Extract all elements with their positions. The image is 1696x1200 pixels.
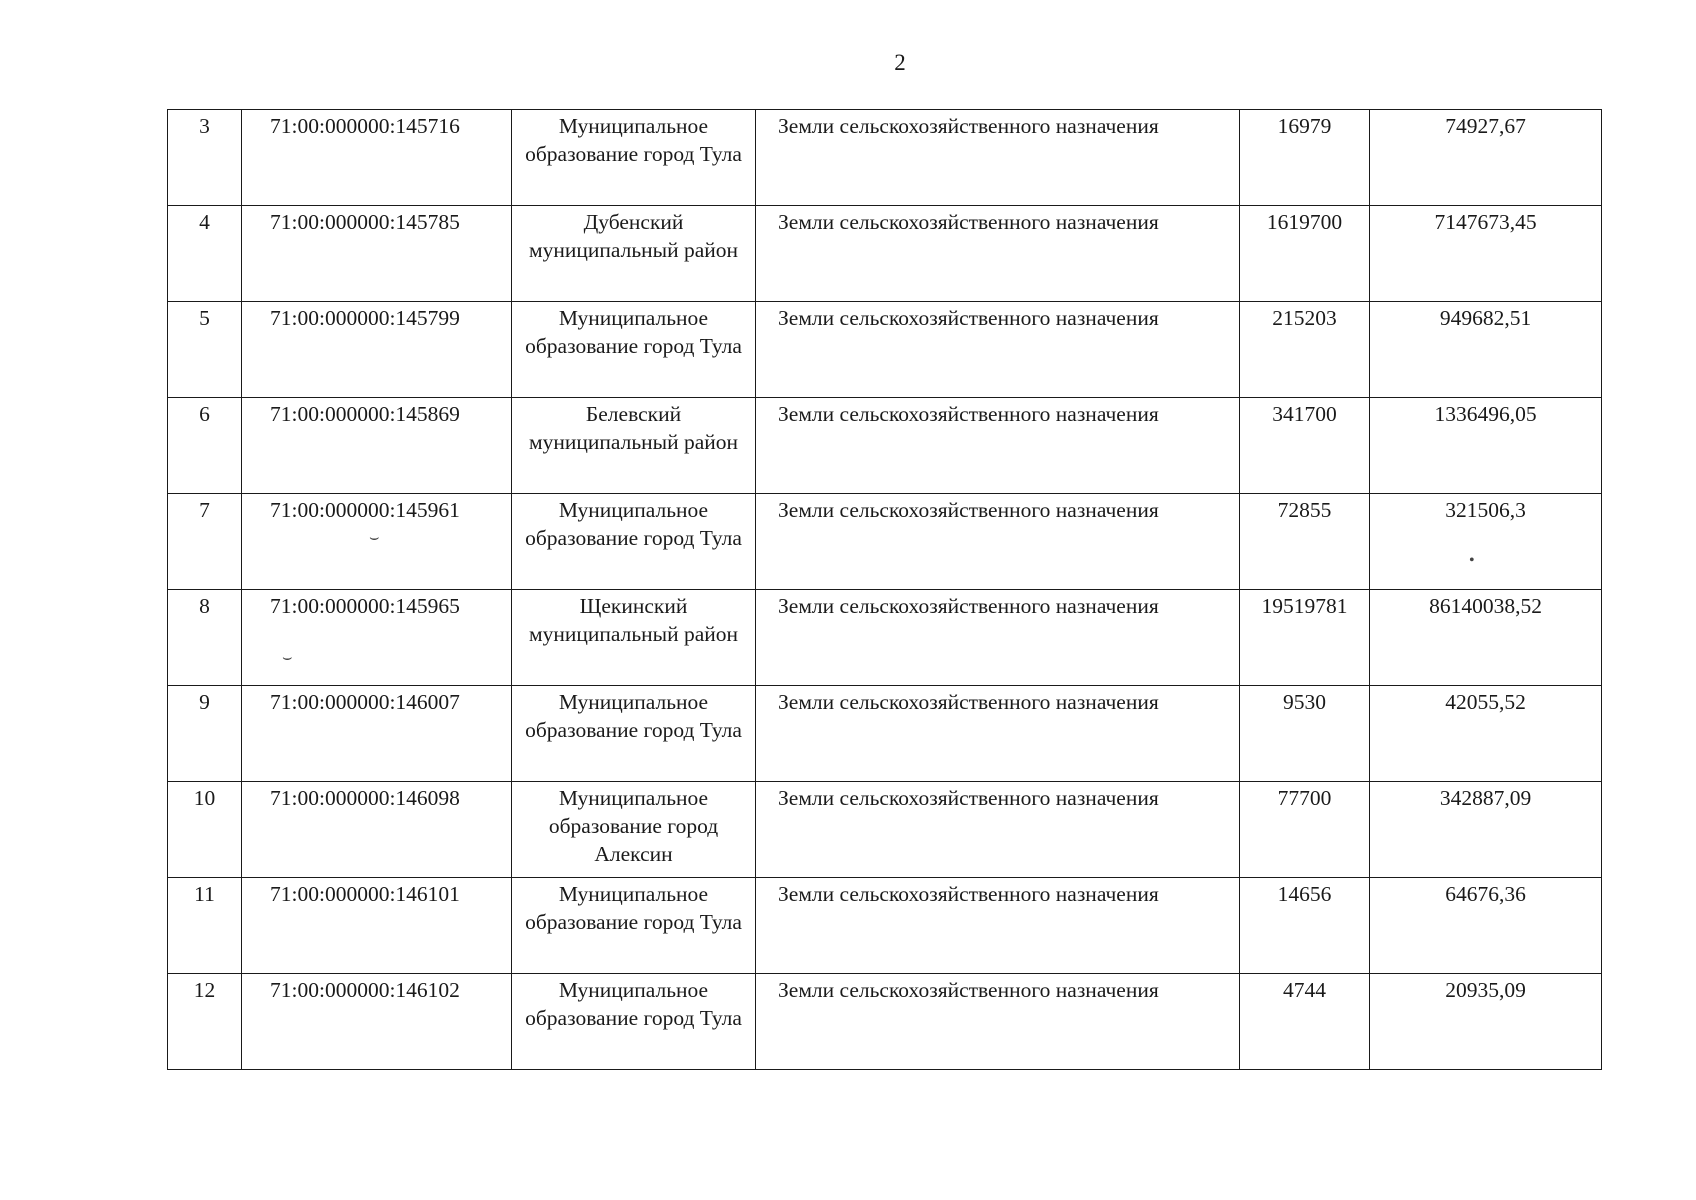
table-row bbox=[168, 782, 1602, 878]
table-row bbox=[168, 974, 1602, 1070]
parcel-area: 215203 bbox=[1240, 302, 1370, 398]
row-number: 8 bbox=[168, 590, 242, 686]
owner-municipality: Щекинский муниципальный район bbox=[512, 590, 756, 686]
land-category: Земли сельскохозяйственного назначения bbox=[756, 494, 1240, 590]
table-row bbox=[168, 590, 1602, 686]
parcel-area: 1619700 bbox=[1240, 206, 1370, 302]
land-category: Земли сельскохозяйственного назначения bbox=[756, 878, 1240, 974]
land-parcels-table bbox=[167, 109, 1602, 1070]
owner-municipality: Муниципальное образование город Тула bbox=[512, 974, 756, 1070]
cadastral-number: 71:00:000000:145965 bbox=[242, 590, 512, 686]
parcel-area: 16979 bbox=[1240, 110, 1370, 206]
cadastral-value: 949682,51 bbox=[1370, 302, 1602, 398]
cadastral-value: 7147673,45 bbox=[1370, 206, 1602, 302]
land-category: Земли сельскохозяйственного назначения bbox=[756, 590, 1240, 686]
parcel-area: 72855 bbox=[1240, 494, 1370, 590]
table-row bbox=[168, 494, 1602, 590]
land-category: Земли сельскохозяйственного назначения bbox=[756, 110, 1240, 206]
cadastral-value: 321506,3 bbox=[1370, 494, 1602, 590]
table-body bbox=[168, 110, 1602, 1070]
owner-municipality: Белевский муниципальный район bbox=[512, 398, 756, 494]
cadastral-number: 71:00:000000:145785 bbox=[242, 206, 512, 302]
table-row bbox=[168, 302, 1602, 398]
scan-speck: • bbox=[1469, 552, 1475, 569]
cadastral-number: 71:00:000000:146101 bbox=[242, 878, 512, 974]
scan-speck: ⌣ bbox=[369, 529, 380, 546]
row-number: 5 bbox=[168, 302, 242, 398]
land-category: Земли сельскохозяйственного назначения bbox=[756, 302, 1240, 398]
cadastral-number: 71:00:000000:145716 bbox=[242, 110, 512, 206]
land-category: Земли сельскохозяйственного назначения bbox=[756, 782, 1240, 878]
cadastral-number: 71:00:000000:145961 bbox=[242, 494, 512, 590]
owner-municipality: Муниципальное образование город Тула bbox=[512, 686, 756, 782]
parcel-area: 4744 bbox=[1240, 974, 1370, 1070]
table-row bbox=[168, 398, 1602, 494]
land-category: Земли сельскохозяйственного назначения bbox=[756, 206, 1240, 302]
row-number: 7 bbox=[168, 494, 242, 590]
cadastral-number: 71:00:000000:146098 bbox=[242, 782, 512, 878]
row-number: 10 bbox=[168, 782, 242, 878]
table-row bbox=[168, 206, 1602, 302]
row-number: 3 bbox=[168, 110, 242, 206]
land-category: Земли сельскохозяйственного назначения bbox=[756, 974, 1240, 1070]
parcel-area: 19519781 bbox=[1240, 590, 1370, 686]
row-number: 12 bbox=[168, 974, 242, 1070]
owner-municipality: Муниципальное образование город Тула bbox=[512, 494, 756, 590]
owner-municipality: Муниципальное образование город Тула bbox=[512, 302, 756, 398]
cadastral-value: 86140038,52 bbox=[1370, 590, 1602, 686]
cadastral-value: 342887,09 bbox=[1370, 782, 1602, 878]
owner-municipality: Дубенский муниципальный район bbox=[512, 206, 756, 302]
scan-speck: ⌣ bbox=[282, 649, 293, 666]
row-number: 11 bbox=[168, 878, 242, 974]
owner-municipality: Муниципальное образование город Алексин bbox=[512, 782, 756, 878]
row-number: 6 bbox=[168, 398, 242, 494]
cadastral-value: 20935,09 bbox=[1370, 974, 1602, 1070]
cadastral-number: 71:00:000000:145869 bbox=[242, 398, 512, 494]
table-row bbox=[168, 110, 1602, 206]
cadastral-number: 71:00:000000:146007 bbox=[242, 686, 512, 782]
parcel-area: 14656 bbox=[1240, 878, 1370, 974]
row-number: 4 bbox=[168, 206, 242, 302]
cadastral-value: 74927,67 bbox=[1370, 110, 1602, 206]
parcel-area: 77700 bbox=[1240, 782, 1370, 878]
cadastral-number: 71:00:000000:146102 bbox=[242, 974, 512, 1070]
owner-municipality: Муниципальное образование город Тула bbox=[512, 878, 756, 974]
page-number: 2 bbox=[894, 50, 906, 75]
cadastral-value: 64676,36 bbox=[1370, 878, 1602, 974]
table-row bbox=[168, 878, 1602, 974]
table-row bbox=[168, 686, 1602, 782]
row-number: 9 bbox=[168, 686, 242, 782]
cadastral-value: 42055,52 bbox=[1370, 686, 1602, 782]
owner-municipality: Муниципальное образование город Тула bbox=[512, 110, 756, 206]
cadastral-value: 1336496,05 bbox=[1370, 398, 1602, 494]
cadastral-number: 71:00:000000:145799 bbox=[242, 302, 512, 398]
land-category: Земли сельскохозяйственного назначения bbox=[756, 398, 1240, 494]
parcel-area: 341700 bbox=[1240, 398, 1370, 494]
parcel-area: 9530 bbox=[1240, 686, 1370, 782]
land-category: Земли сельскохозяйственного назначения bbox=[756, 686, 1240, 782]
